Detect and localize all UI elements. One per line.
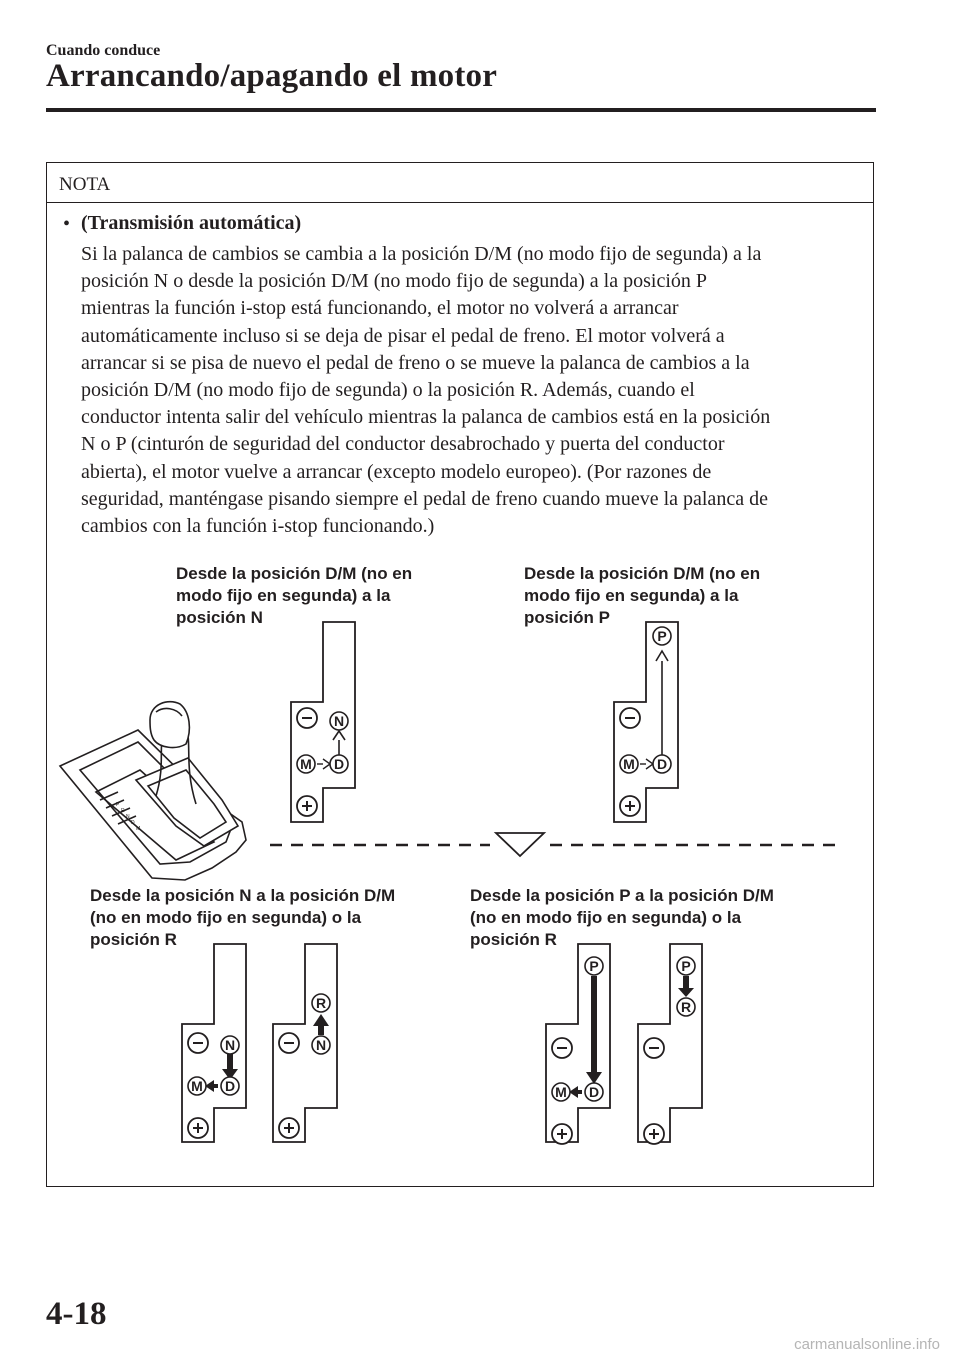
gear-m-badge: M [555,1084,567,1100]
gear-m-badge: M [300,756,312,772]
gear-d-badge: D [588,1084,600,1100]
gear-r-badge: R [315,995,327,1011]
gear-r-badge: R [680,999,692,1015]
gate-p-to-dm [546,944,610,1144]
gear-m-badge: M [191,1078,203,1094]
gear-n-badge: N [315,1037,327,1053]
gear-m-badge: M [623,756,635,772]
note-line: mientras la función i-stop está funcionando, el motor no volverá a arrancar [81,297,679,320]
note-line: arrancar si se pisa de nuevo el pedal de freno o se mueve la palanca de cambios a la [81,351,750,374]
note-line: seguridad, manténgase pisando siempre el pedal de freno cuando mueve la palanca de [81,487,768,510]
svg-text:P: P [116,802,120,808]
page-number: 4-18 [46,1296,107,1332]
note-line: cambios con la función i-stop funcionando.) [81,515,435,538]
gear-console-illustration [60,702,246,880]
gear-p-badge: P [657,628,667,644]
caption-dm-to-p: Desde la posición D/M (no en modo fijo en segunda) a la posición P [524,564,761,627]
caption-p-to-dm: Desde la posición P a la posición D/M (no en modo fijo en segunda) o la posición R [470,886,774,949]
svg-text:D: D [131,820,135,826]
gear-p-badge: P [589,958,599,974]
page-title: Arrancando/apagando el motor [46,58,498,94]
watermark: carmanualsonline.info [794,1336,940,1353]
gear-d-badge: D [224,1078,236,1094]
svg-text:M: M [136,826,141,832]
note-label: NOTA [47,163,873,203]
note-heading: (Transmisión automática) [81,212,302,234]
separator-dashed-line [270,833,840,856]
gear-p-badge: P [681,958,691,974]
down-arrow-icon [496,833,544,856]
gear-n-badge: N [333,713,345,729]
note-line: automáticamente incluso si se deja de pisar el pedal de freno. El motor volverá a [81,324,725,347]
gate-p-to-r [638,944,702,1144]
note-line: Si la palanca de cambios se cambia a la posición D/M (no modo fijo de segunda) a la [81,243,762,265]
note-line: posición N o desde la posición D/M (no modo fijo de segunda) a la posición P [81,270,708,293]
caption-dm-to-n: Desde la posición D/M (no en modo fijo en segunda) a la posición N [176,564,413,627]
gear-letter-badges [188,627,695,1101]
svg-text:N: N [126,814,130,820]
note-line: posición D/M (no modo fijo de segunda) o la posición R. Además, cuando el [81,379,695,402]
svg-text:R: R [121,808,125,814]
note-line: N o P (cinturón de seguridad del conductor desabrochado y puerta del conductor [81,433,725,456]
gate-dm-to-p [614,622,678,822]
note-line: abierta), el motor vuelve a arrancar (excepto modelo europeo). (Por razones de [81,460,712,483]
bullet-icon: • [63,213,71,235]
section-label: Cuando conduce [46,42,161,59]
note-line: conductor intenta salir del vehículo mientras la palanca de cambios está en la posición [81,406,771,429]
caption-n-to-dm: Desde la posición N a la posición D/M (no en modo fijo en segunda) o la posición R [90,886,396,949]
gear-d-badge: D [656,756,668,772]
gear-n-badge: N [224,1037,236,1053]
gear-d-badge: D [333,756,345,772]
